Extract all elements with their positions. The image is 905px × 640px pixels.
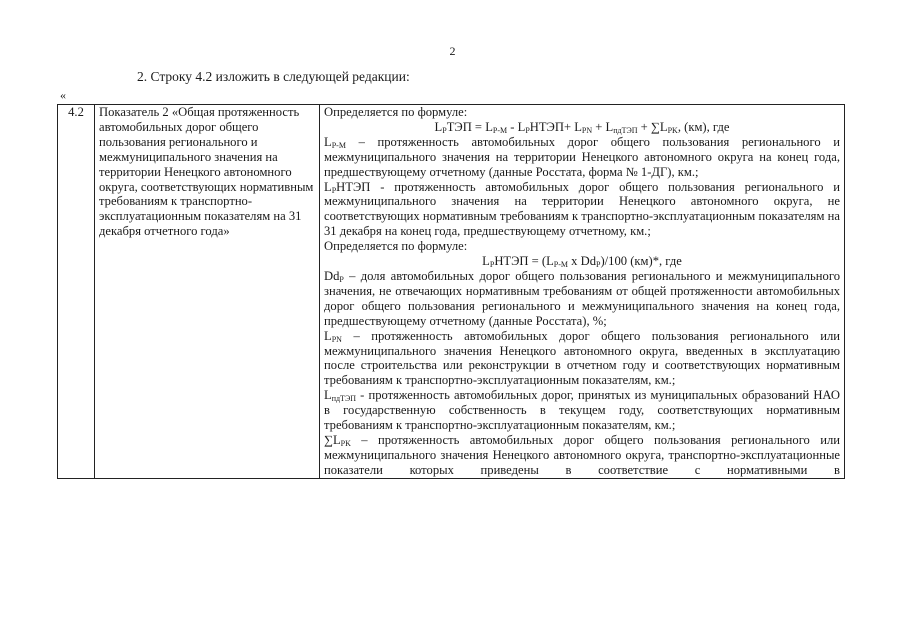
formula-lpntep: $L_PНТЭП = (L_{P-M}$ x $Dd_P)/100$ (км)*, где [482,254,682,270]
formula-intro: Определяется по формуле: [324,105,468,119]
indicator-table [57,104,845,479]
definition-lpntep: $L_PНТЭП$ - протяженность автомобильных дорог общего пользования регионального и межмуниципального значения на территории Ненецкого автономного округа, не соответствующих нормативным требованиям к транспортно-эксплуатационным показателям на 31 декабря на конец года, предшествующему отчетному, км.; [324,179,840,239]
intro-paragraph: 2. Строку 4.2 изложить в следующей редакции: [137,69,410,84]
row-number-cell: 4.2 [58,105,95,479]
formula-total: $L_PТЭП = L_{P-M}$ - $L_PНТЭП+ L_{PN} + L_{пдТЭП} + \sum L_{PK}$, (км), где [434,119,730,135]
table-row [58,105,845,479]
definition-lpdtep: $L_{пдТЭП}$ - протяженность автомобильных дорог, принятых из муниципальных образований НАО в государственную собственность в текущем году, соответствующих нормативным требованиям к транспортно-эксплуатационным показателям, км.; [324,388,840,433]
formula-intro-2: Определяется по формуле: [324,239,468,254]
indicator-description-cell [320,105,845,479]
opening-quote-mark: « [60,88,66,102]
page-number: 2 [449,44,456,58]
definition-lpm: $L_{P-M}$ – протяженность автомобильных дорог общего пользования регионального и межмуниципального значения на территории Ненецкого автономного округа на конец года, предшествующему отчетному (данные Росстата, форма № 1-ДГ), км.; [324,134,840,179]
indicator-name-cell: Показатель 2 «Общая протяженность автомобильных дорог общего пользования регионального и межмуниципального значения на территории Ненецкого автономного округа, соответствующих нормативным требованиям к транспортно-эксплуатационным показателям на 31 декабря отчетного года» [95,105,320,479]
definition-lpn: $L_{PN}$ – протяженность автомобильных дорог общего пользования регионального или межмуниципального значения Ненецкого автономного округа, введенных в эксплуатацию после строительства или реконструкции в отчетном году и соответствующих нормативным требованиям к транспортно-эксплуатационным показателям, км.; [324,328,840,388]
definition-ddp: $Dd_P$ – доля автомобильных дорог общего пользования регионального и межмуниципального значения, не отвечающих нормативным требованиям от общей протяженности автомобильных дорог общего пользования регионального и межмуниципального значения на конец года, предшествующему отчетному (данные Росстата), %; [324,268,840,328]
definition-lpk: $\sum L_{PK}$ – протяженность автомобильных дорог общего пользования регионального или межмуниципального значения Ненецкого автономного округа, транспортно-эксплуатационные показатели которых приведены в соответствие с нормативными в [324,432,840,477]
